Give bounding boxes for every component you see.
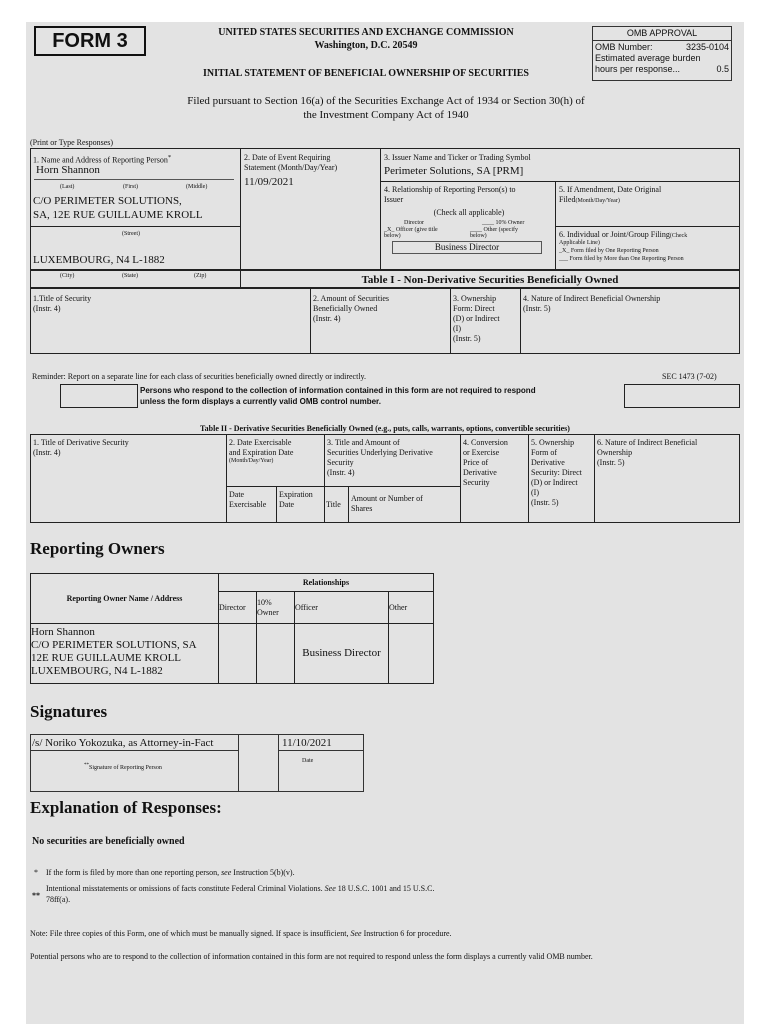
- field-2-label-2: Statement (Month/Day/Year): [244, 163, 338, 172]
- table-2-title-sub: Title: [326, 500, 341, 509]
- omb-hours-row: [593, 64, 731, 75]
- no-securities-note: No securities are beneficially owned: [32, 836, 185, 847]
- reminder-text: Reminder: Report on a separate line for each class of securities beneficially owned directly or indirectly.: [32, 372, 367, 381]
- signatures-heading: Signatures: [30, 702, 108, 721]
- table-2-date-exercisable: Date Exercisable: [229, 490, 267, 509]
- officer-header: Officer: [295, 592, 389, 624]
- note-three-copies: Note: File three copies of this Form, one of which must be manually signed. If space is insufficient, See Instruction 6 for procedure.: [30, 929, 452, 938]
- field-6-option-2: ___ Form filed by More than One Reporting Person: [559, 256, 684, 262]
- form-page: [26, 22, 744, 1024]
- signature-date-label: Date: [302, 758, 314, 764]
- reporting-owners-heading: Reporting Owners: [30, 539, 165, 558]
- reminder-left-blank: [60, 384, 138, 408]
- city-label: (City): [60, 273, 75, 279]
- table-1-col-4: 4. Nature of Indirect Beneficial Ownership (Instr. 5): [523, 294, 661, 313]
- field-5-label-2: Filed(Month/Day/Year): [559, 195, 620, 204]
- zip-label: (Zip): [194, 273, 207, 279]
- table-row: [31, 624, 434, 684]
- potential-persons-note: Potential persons who are to respond to the collection of information contained in this form are not required to respond unless the form displays a currently valid OMB number.: [30, 952, 593, 961]
- field-1-star: *: [167, 154, 172, 161]
- relationships-header: Relationships: [219, 574, 434, 592]
- omb-burden-line: Estimated average burden: [595, 53, 701, 63]
- reporting-person-name: Horn Shannon: [36, 164, 100, 176]
- sec-number: SEC 1473 (7-02): [662, 372, 717, 381]
- persons-notice-2: unless the form displays a currently valid OMB control number.: [140, 397, 381, 406]
- officer-cell: Business Director: [295, 624, 389, 684]
- field-4-label-1: 4. Relationship of Reporting Person(s) to: [384, 185, 516, 194]
- check-all-applicable: (Check all applicable): [433, 208, 505, 217]
- table-2-expiration: Expiration Date: [279, 490, 313, 509]
- other-cell: [389, 624, 434, 684]
- ten-percent-owner-cell: [257, 624, 295, 684]
- table-2-amount-sub: Amount or Number of Shares: [351, 494, 423, 513]
- other-option: ____ Other (specify: [470, 227, 518, 233]
- table-2-col-6: 6. Nature of Indirect Beneficial Ownership (Instr. 5): [597, 438, 698, 467]
- event-date: 11/09/2021: [244, 176, 294, 188]
- form-number-box: FORM 3: [34, 26, 146, 56]
- director-header: Director: [219, 592, 257, 624]
- address-line-1: C/O PERIMETER SOLUTIONS,: [33, 195, 182, 207]
- officer-option-below: below): [384, 233, 401, 239]
- table-2-col-4: 4. Conversion or Exercise Price of Derivative Security: [463, 438, 508, 487]
- table-2-col-3: 3. Title and Amount of Securities Underlying Derivative Security (Instr. 4): [327, 438, 433, 477]
- field-6-label-1: 6. Individual or Joint/Group Filing(Check: [559, 230, 688, 239]
- table-1-col-3: 3. Ownership Form: Direct (D) or Indirect (I) (Instr. 5): [453, 294, 500, 343]
- field-5-label-1: 5. If Amendment, Date Original: [559, 185, 662, 194]
- field-5-label-small: (Month/Day/Year): [575, 198, 620, 204]
- officer-option: _X_ Officer (give title: [384, 227, 438, 233]
- owner-address-cell: Horn Shannon C/O PERIMETER SOLUTIONS, SA 12E RUE GUILLAUME KROLL LUXEMBOURG, N4 L-1882: [31, 624, 219, 684]
- state-label: (State): [122, 273, 138, 279]
- footnote-1: If the form is filed by more than one reporting person, see Instruction 5(b)(v).: [46, 868, 295, 877]
- table-1-col-1: 1.Title of Security (Instr. 4): [33, 294, 92, 313]
- issuer-name: Perimeter Solutions, SA [PRM]: [384, 165, 524, 177]
- table-1-title: Table I - Non-Derivative Securities Beneficially Owned: [361, 274, 619, 286]
- signature-star: **: [84, 763, 89, 768]
- filed-pursuant-line-2: the Investment Company Act of 1940: [303, 109, 469, 121]
- reporting-owners-table: [30, 573, 434, 684]
- footnote-2-mark: **: [32, 891, 40, 900]
- field-6-option-1: _X_ Form filed by One Reporting Person: [559, 248, 659, 254]
- print-type-note: (Print or Type Responses): [30, 138, 114, 147]
- table-1-col-2: 2. Amount of Securities Beneficially Owned (Instr. 4): [313, 294, 389, 323]
- field-2-label-1: 2. Date of Event Requiring: [244, 153, 331, 162]
- first-label: (First): [123, 184, 138, 190]
- street-label: (Street): [122, 231, 140, 237]
- omb-number-value: 3235-0104: [685, 42, 729, 52]
- reminder-right-blank: [624, 384, 740, 408]
- omb-hours-label: hours per response...: [595, 64, 681, 74]
- table-2-col-1: 1. Title of Derivative Security (Instr. 4): [33, 438, 129, 457]
- field-6-check: (Check: [669, 233, 688, 239]
- omb-approval-box: [592, 26, 732, 81]
- ten-percent-owner-option: ____ 10% Owner: [482, 220, 525, 226]
- owner-name-header: Reporting Owner Name / Address: [31, 574, 219, 624]
- footnote-2-line-1: Intentional misstatements or omissions of facts constitute Federal Criminal Violations. See 18 U.S.C. 1001 and 15 U.S.C.: [46, 884, 435, 893]
- filed-pursuant-line-1: Filed pursuant to Section 16(a) of the Securities Exchange Act of 1934 or Section 30(h) of: [187, 95, 585, 107]
- other-header: Other: [389, 592, 434, 624]
- middle-label: (Middle): [186, 184, 208, 190]
- field-6-label-2: Applicable Line): [559, 240, 600, 246]
- address-line-2: SA, 12E RUE GUILLAUME KROLL: [33, 209, 203, 221]
- statement-title: INITIAL STATEMENT OF BENEFICIAL OWNERSHIP OF SECURITIES: [202, 68, 529, 79]
- footnote-1-mark: *: [34, 868, 38, 877]
- city-line: LUXEMBOURG, N4 L-1882: [33, 254, 165, 266]
- signature-value: /s/ Noriko Yokozuka, as Attorney-in-Fact: [32, 737, 214, 749]
- other-option-below: below): [470, 233, 487, 239]
- last-label: (Last): [60, 184, 75, 190]
- table-2-title: Table II - Derivative Securities Beneficially Owned (e.g., puts, calls, warrants, options, convertible securities): [200, 424, 570, 433]
- omb-number-row: [593, 41, 731, 53]
- director-option: Director: [404, 220, 424, 226]
- table-2-col-2: 2. Date Exercisable and Expiration Date (Month/Day/Year): [229, 438, 294, 464]
- field-1-label: 1. Name and Address of Reporting Person*: [33, 154, 172, 165]
- explanation-heading: Explanation of Responses:: [30, 798, 222, 817]
- director-cell: [219, 624, 257, 684]
- table-2-col-5: 5. Ownership Form of Derivative Security: Direct (D) or Indirect (I) (Instr. 5): [531, 438, 582, 507]
- commission-name: UNITED STATES SECURITIES AND EXCHANGE COMMISSION: [218, 27, 514, 38]
- footnote-2-line-2: 78ff(a).: [46, 895, 71, 904]
- field-4-label-2: Issuer: [384, 195, 404, 204]
- commission-location: Washington, D.C. 20549: [314, 40, 418, 51]
- field-3-label: 3. Issuer Name and Ticker or Trading Symbol: [384, 153, 531, 162]
- omb-hours-value: 0.5: [716, 64, 729, 74]
- persons-notice-1: Persons who respond to the collection of information contained in this form are not required to respond: [140, 386, 536, 395]
- officer-title-box: Business Director: [392, 241, 542, 254]
- signature-label: **Signature of Reporting Person: [84, 763, 162, 771]
- ten-percent-owner-header: 10% Owner: [257, 592, 295, 624]
- omb-title: OMB APPROVAL: [593, 27, 731, 41]
- signature-date: 11/10/2021: [282, 737, 332, 749]
- omb-number-label: OMB Number:: [595, 42, 653, 52]
